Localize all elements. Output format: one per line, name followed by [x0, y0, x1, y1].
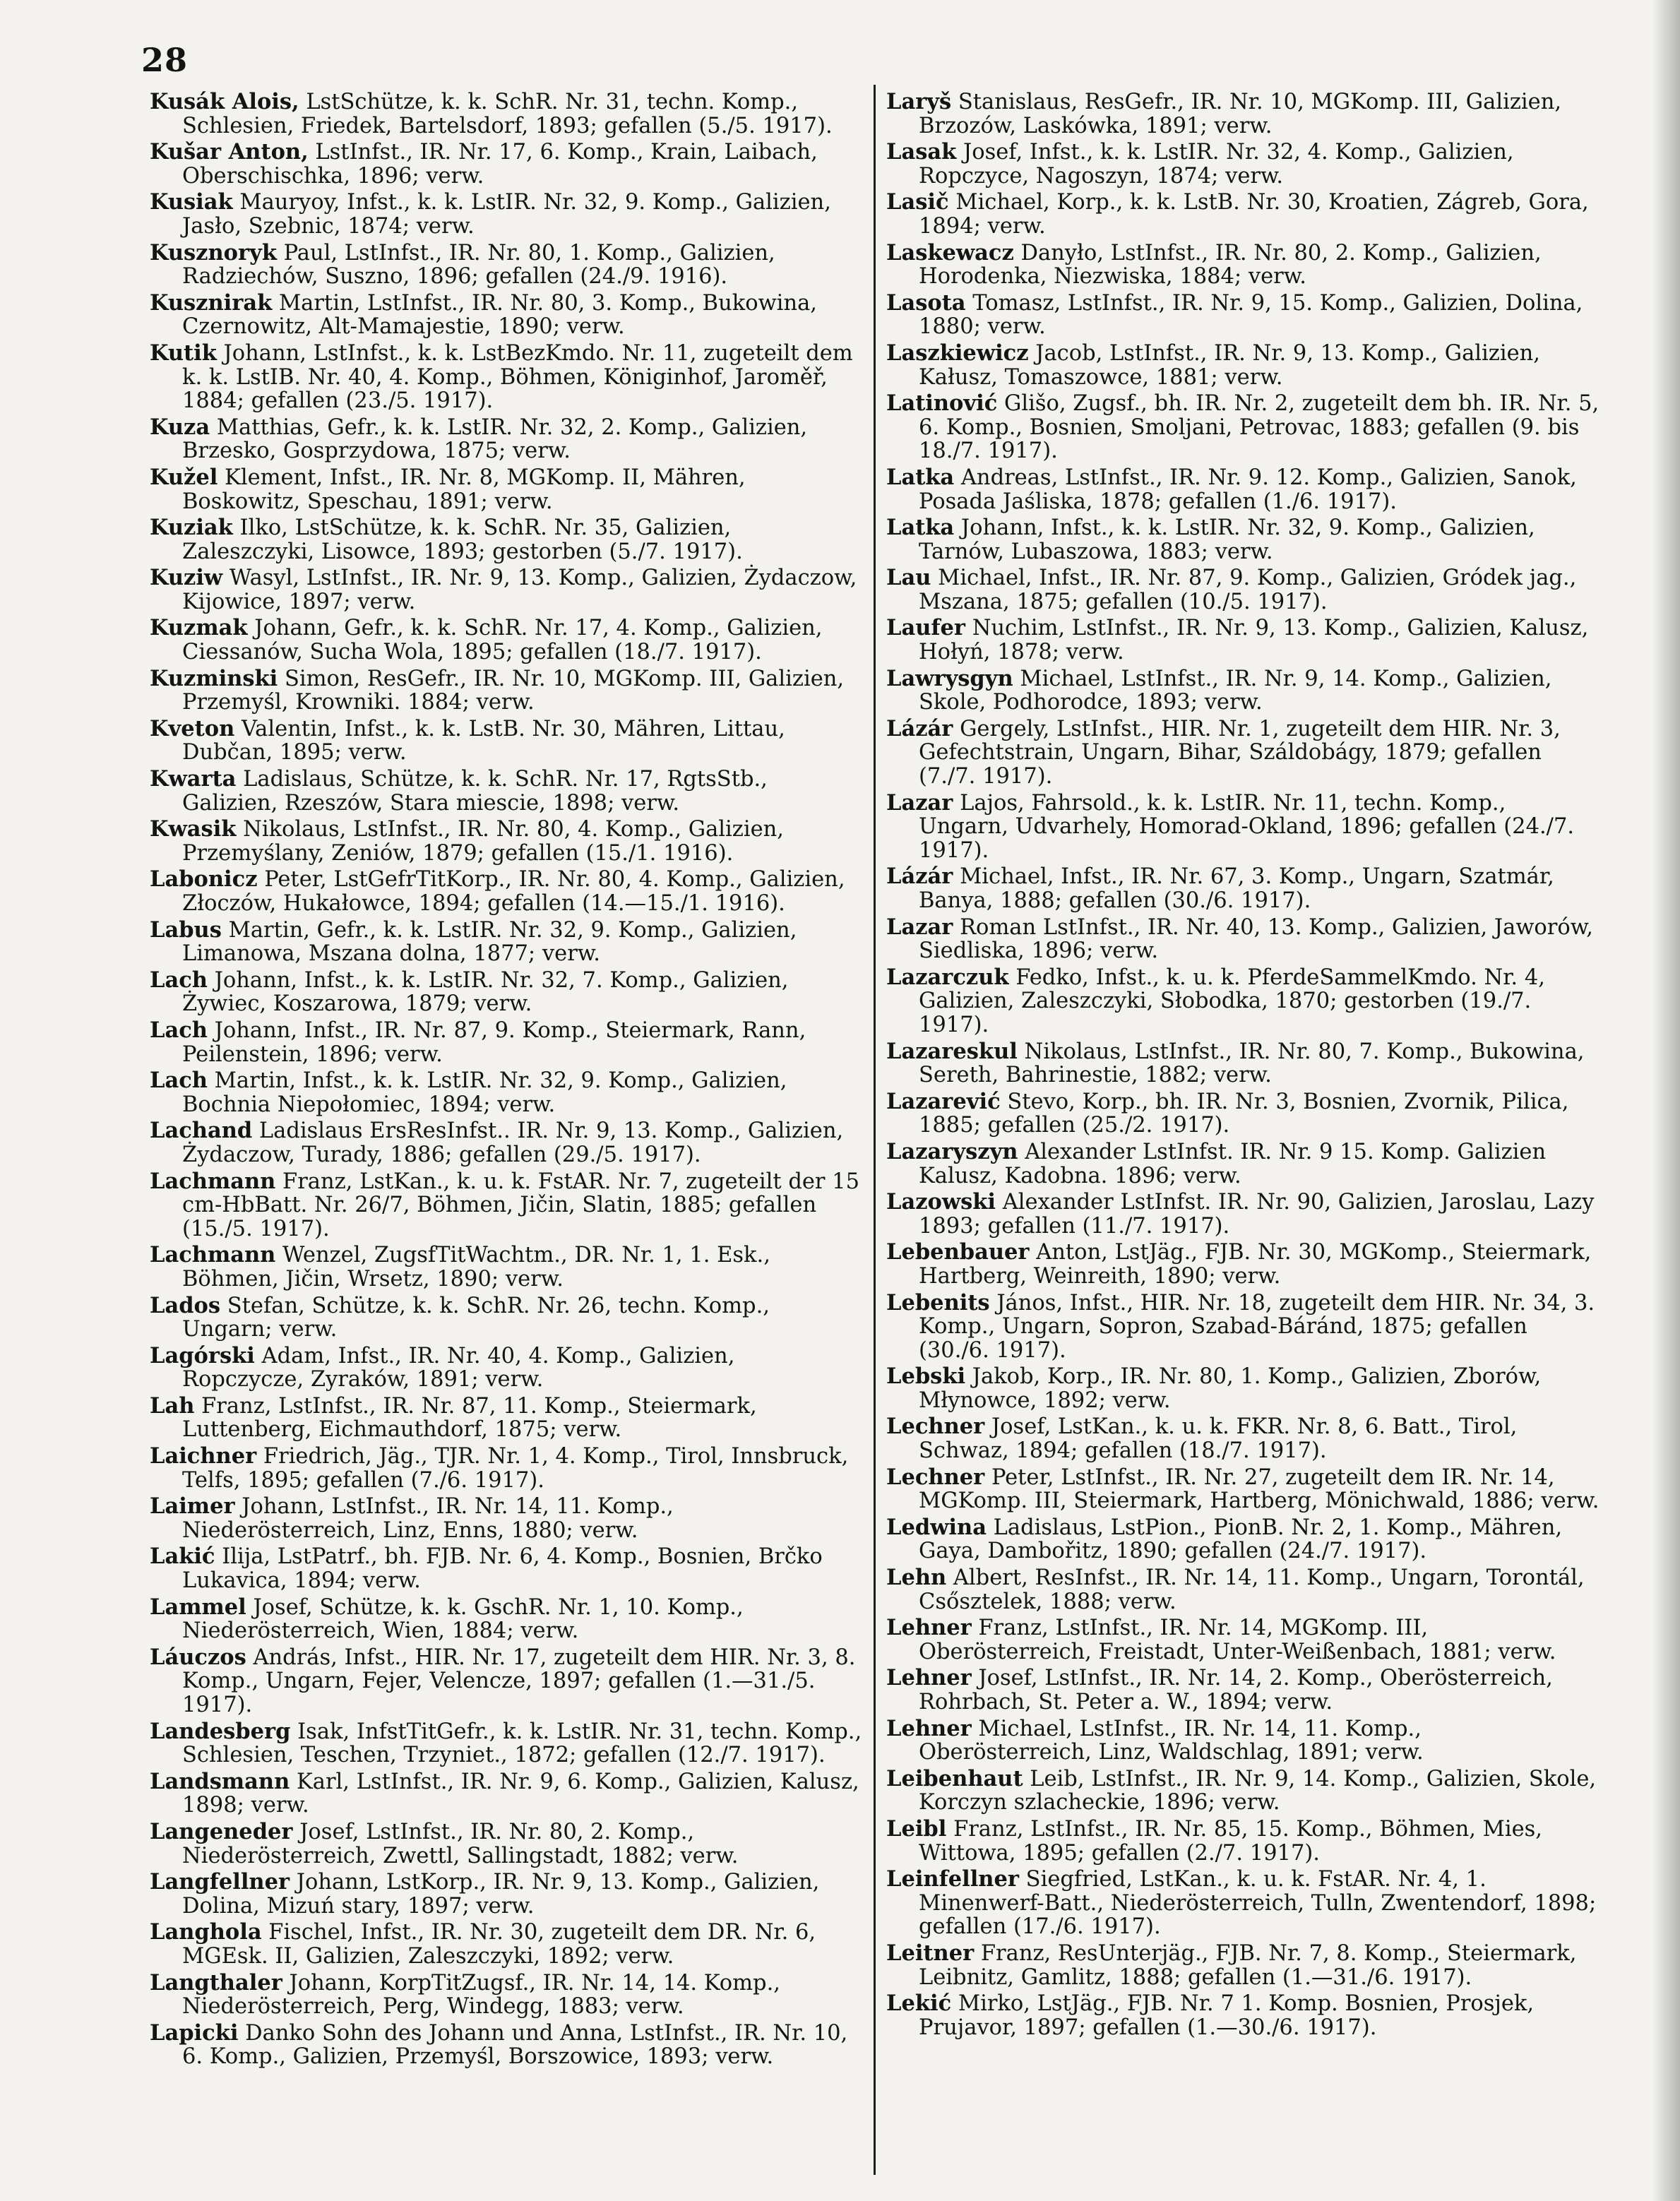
entry-surname: Lasak: [886, 139, 957, 165]
entry-details: Alexander LstInfst. IR. Nr. 90, Galizien, Jaroslau, Lazy 1893; gefallen (11./7. 1917).: [919, 1190, 1595, 1239]
list-item: [150, 1019, 863, 1066]
entry-details: Karl, LstInfst., IR. Nr. 9, 6. Komp., Galizien, Kalusz, 1898; verw.: [182, 1769, 859, 1818]
entry-details: Friedrich, Jäg., TJR. Nr. 1, 4. Komp., Tirol, Innsbruck, Telfs, 1895; gefallen (7./6. 1917).: [182, 1444, 849, 1493]
list-item: [886, 1868, 1599, 1939]
entry-details: Michael, LstInfst., IR. Nr. 14, 11. Komp., Oberösterreich, Linz, Waldschlag, 1891; verw.: [919, 1716, 1424, 1765]
entry-details: Stefan, Schütze, k. k. SchR. Nr. 26, techn. Komp., Ungarn; verw.: [182, 1293, 770, 1342]
entry-surname: Lachmann: [150, 1242, 276, 1268]
entry-details: Peter, LstGefrTitKorp., IR. Nr. 80, 4. Komp., Galizien, Złoczów, Hukałowce, 1894; gefallen (14.—15./1. 1916).: [182, 867, 845, 916]
entry-surname: Lazarević: [886, 1088, 1001, 1114]
entry-surname: Kutik: [150, 340, 217, 366]
entry-details: Johann, Infst., IR. Nr. 87, 9. Komp., Steiermark, Rann, Peilenstein, 1896; verw.: [182, 1018, 806, 1067]
entry-details: Josef, Infst., k. k. LstIR. Nr. 32, 4. Komp., Galizien, Ropczyce, Nagoszyn, 1874; verw.: [919, 140, 1514, 189]
entry-surname: Lechner: [886, 1414, 985, 1440]
entry-surname: Lehner: [886, 1615, 972, 1641]
list-item: [150, 1495, 863, 1542]
list-item: [886, 1516, 1599, 1563]
entry-surname: Lachand: [150, 1118, 253, 1144]
entry-surname: Kuzminski: [150, 665, 278, 691]
entry-surname: Laryš: [886, 89, 952, 114]
right-column: [886, 90, 1599, 2042]
list-item: [150, 90, 863, 138]
entry-details: Johann, LstInfst., k. k. LstBezKmdo. Nr. 11, zugeteilt dem k. k. LstIB. Nr. 40, 4. Komp., Böhmen, Königinhof, Jaroměř, 1884; gefallen (23./5. 1917).: [182, 340, 853, 414]
list-item: [886, 1365, 1599, 1412]
list-item: [150, 1392, 863, 1443]
entry-surname: Laichner: [150, 1443, 257, 1469]
list-item: [886, 141, 1599, 188]
list-item: [150, 1445, 863, 1492]
entry-details: Franz, ResUnterjäg., FJB. Nr. 7, 8. Komp., Steiermark, Leibnitz, Gamlitz, 1888; gefallen (1.—31./6. 1917).: [919, 1940, 1577, 1990]
entry-surname: Leibl: [886, 1815, 947, 1842]
list-item: [886, 667, 1599, 715]
list-item: [886, 1191, 1599, 1238]
entry-details: Fischel, Infst., IR. Nr. 30, zugeteilt dem DR. Nr. 6, MGEsk. II, Galizien, Zaleszczyki, 1892; verw.: [182, 1920, 816, 1969]
entry-details: Franz, LstInfst., IR. Nr. 87, 11. Komp., Steiermark, Luttenberg, Eichmauthdorf, 1875; verw.: [182, 1393, 757, 1443]
entry-details: Nikolaus, LstInfst., IR. Nr. 80, 4. Komp., Galizien, Przemyślany, Zeniów, 1879; gefallen (15./1. 1916).: [182, 817, 785, 866]
entry-surname: Lechner: [886, 1464, 985, 1490]
entry-surname: Kušar Anton,: [150, 139, 309, 165]
entry-details: Ladislaus, Schütze, k. k. SchR. Nr. 17, RgtsStb., Galizien, Rzeszów, Stara miescie, 1898; verw.: [182, 767, 768, 816]
list-item: [150, 1243, 863, 1291]
entry-details: Franz, LstKan., k. u. k. FstAR. Nr. 7, zugeteilt der 15 cm-HbBatt. Nr. 26/7, Böhmen, Jičin, Slatin, 1885; gefallen (15./5. 1917).: [182, 1169, 859, 1241]
list-item: [150, 1119, 863, 1167]
entry-surname: Kusznirak: [150, 290, 273, 316]
entry-details: Leib, LstInfst., IR. Nr. 9, 14. Komp., Galizien, Skole, Korczyn szlacheckie, 1896; verw.: [919, 1766, 1597, 1815]
list-item: [886, 1090, 1599, 1138]
entry-surname: Laszkiewicz: [886, 340, 1029, 366]
list-item: [886, 1942, 1599, 1989]
list-item: [150, 1545, 863, 1592]
list-item: [150, 1871, 863, 1918]
entry-surname: Laskewacz: [886, 239, 1014, 266]
entry-details: Nuchim, LstInfst., IR. Nr. 9, 13. Komp., Galizien, Kalusz, Hołyń, 1878; verw.: [919, 616, 1589, 665]
list-item: [150, 616, 863, 664]
entry-surname: Lazowski: [886, 1189, 996, 1215]
list-item: [886, 1289, 1599, 1363]
entry-surname: Lázár: [886, 715, 953, 741]
entry-details: Johann, Infst., k. k. LstIR. Nr. 32, 7. Komp., Galizien, Żywiec, Koszarowa, 1879; verw.: [182, 967, 789, 1017]
list-item: [150, 1344, 863, 1392]
list-item: [150, 1770, 863, 1818]
entry-details: Danyło, LstInfst., IR. Nr. 80, 2. Komp., Galizien, Horodenka, Niezwiska, 1884; verw.: [919, 240, 1542, 290]
entry-details: Fedko, Infst., k. u. k. PferdeSammelKmdo. Nr. 4, Galizien, Zaleszczyki, Słobodka, 1870; gestorben (19./7. 1917).: [919, 965, 1545, 1037]
entry-details: Martin, Infst., k. k. LstIR. Nr. 32, 9. Komp., Galizien, Bochnia Niepołomiec, 1894; verw.: [182, 1068, 787, 1117]
entry-surname: Latka: [886, 515, 955, 541]
list-item: [886, 342, 1599, 389]
entry-surname: Lehner: [886, 1665, 972, 1691]
list-item: [886, 616, 1599, 664]
entry-surname: Lach: [150, 1017, 208, 1043]
list-item: [886, 1140, 1599, 1188]
list-item: [886, 717, 1599, 789]
entry-surname: Kuza: [150, 414, 210, 440]
entry-details: Nikolaus, LstInfst., IR. Nr. 80, 7. Komp., Bukowina, Sereth, Bahrinestie, 1882; verw.: [919, 1039, 1585, 1088]
entry-details: LstSchütze, k. k. SchR. Nr. 31, techn. Komp., Schlesien, Friedek, Bartelsdorf, 1893; gefallen (5./5. 1917).: [182, 90, 833, 138]
list-item: [150, 466, 863, 513]
list-item: [886, 1717, 1599, 1765]
entry-details: Michael, Infst., IR. Nr. 87, 9. Komp., Galizien, Gródek jag., Mszana, 1875; gefallen (10./5. 1917).: [919, 566, 1577, 614]
entry-surname: Kuziw: [150, 565, 223, 591]
entry-surname: Lazaryszyn: [886, 1138, 1018, 1164]
entry-surname: Lados: [150, 1292, 221, 1318]
entry-surname: Lekić: [886, 1991, 952, 2017]
list-item: [150, 1170, 863, 1241]
entry-surname: Kusák Alois,: [150, 89, 299, 114]
list-item: [886, 292, 1599, 339]
entry-surname: Lazar: [886, 914, 953, 940]
entry-surname: Lehner: [886, 1715, 972, 1741]
entry-surname: Lammel: [150, 1594, 246, 1620]
entry-surname: Latinović: [886, 390, 998, 417]
entry-details: Adam, Infst., IR. Nr. 40, 4. Komp., Galizien, Ropczycze, Zyraków, 1891; verw.: [182, 1343, 735, 1392]
entry-details: Roman LstInfst., IR. Nr. 40, 13. Komp., Galizien, Jaworów, Siedliska, 1896; verw.: [919, 914, 1593, 964]
entry-details: Gergely, LstInfst., HIR. Nr. 1, zugeteilt dem HIR. Nr. 3, Gefechtstrain, Ungarn, Bihar, Száldobágy, 1879; gefallen (7./7. 1917).: [919, 716, 1561, 789]
entry-surname: Leinfellner: [886, 1866, 1019, 1892]
list-item: [150, 1294, 863, 1342]
list-item: [886, 789, 1599, 863]
entry-details: LstInfst., IR. Nr. 17, 6. Komp., Krain, Laibach, Oberschischka, 1896; verw.: [182, 140, 818, 189]
entry-details: Franz, LstInfst., IR. Nr. 85, 15. Komp., Böhmen, Mies, Wittowa, 1895; gefallen (2./7. 1917).: [919, 1816, 1543, 1866]
entry-details: Peter, LstInfst., IR. Nr. 27, zugeteilt dem IR. Nr. 14, MGKomp. III, Steiermark, Hartberg, Mönichwald, 1886; verw.: [919, 1465, 1599, 1514]
entry-surname: Lawrysgyn: [886, 665, 1013, 691]
list-item: [150, 667, 863, 715]
list-item: [150, 516, 863, 563]
entry-surname: Lázár: [886, 864, 953, 890]
entry-details: Mauryoy, Infst., k. k. LstIR. Nr. 32, 9. Komp., Galizien, Jasło, Szebnic, 1874; verw.: [182, 190, 831, 239]
entry-details: Stevo, Korp., bh. IR. Nr. 3, Bosnien, Zvornik, Pilica, 1885; gefallen (25./2. 1917).: [919, 1089, 1569, 1138]
entry-surname: Lazarczuk: [886, 964, 1009, 990]
entry-details: Tomasz, LstInfst., IR. Nr. 9, 15. Komp., Galizien, Dolina, 1880; verw.: [919, 290, 1583, 340]
entry-surname: Landesberg: [150, 1718, 291, 1744]
list-item: [150, 919, 863, 966]
entry-details: Simon, ResGefr., IR. Nr. 10, MGKomp. III, Galizien, Przemyśl, Krowniki. 1884; verw.: [182, 666, 845, 715]
entry-details: Josef, LstInfst., IR. Nr. 14, 2. Komp., Oberösterreich, Rohrbach, St. Peter a. W., 1894; verw.: [919, 1666, 1553, 1714]
list-item: [886, 1466, 1599, 1513]
entry-surname: Labus: [150, 917, 222, 943]
list-item: [886, 1992, 1599, 2039]
list-item: [886, 1815, 1599, 1866]
entry-surname: Langeneder: [150, 1818, 293, 1844]
left-column: [150, 90, 863, 2072]
list-item: [886, 916, 1599, 963]
list-item: [886, 90, 1599, 138]
entry-surname: Laufer: [886, 615, 965, 641]
page-number: 28: [141, 41, 189, 79]
entry-surname: Láuczos: [150, 1644, 246, 1670]
entry-details: Anton, LstJäg., FJB. Nr. 30, MGKomp., Steiermark, Hartberg, Weinreith, 1890; verw.: [919, 1240, 1592, 1289]
entry-details: Alexander LstInfst. IR. Nr. 9 15. Komp. Galizien Kalusz, Kadobna. 1896; verw.: [919, 1139, 1547, 1188]
entry-surname: Lazar: [886, 789, 953, 816]
entry-details: Isak, InfstTitGefr., k. k. LstIR. Nr. 31, techn. Komp., Schlesien, Teschen, Trzyniet., 1872; gefallen (12./7. 1917).: [182, 1719, 862, 1768]
list-item: [150, 768, 863, 815]
list-item: [150, 818, 863, 865]
entry-surname: Lachmann: [150, 1168, 276, 1194]
entry-surname: Landsmann: [150, 1768, 290, 1794]
list-item: [150, 141, 863, 188]
entry-surname: Lach: [150, 1068, 208, 1094]
entry-details: Albert, ResInfst., IR. Nr. 14, 11. Komp., Ungarn, Torontál, Csősztelek, 1888; verw.: [919, 1565, 1585, 1614]
entry-surname: Lau: [886, 565, 931, 591]
list-item: [150, 868, 863, 915]
entry-details: András, Infst., HIR. Nr. 17, zugeteilt dem HIR. Nr. 3, 8. Komp., Ungarn, Fejer, Velencze, 1897; gefallen (1.—31./5. 1917).: [182, 1645, 856, 1717]
list-item: [150, 969, 863, 1016]
entry-details: Matthias, Gefr., k. k. LstIR. Nr. 32, 2. Komp., Galizien, Brzesko, Gosprzydowa, 1875; verw.: [182, 414, 808, 464]
entry-details: Glišo, Zugsf., bh. IR. Nr. 2, zugeteilt dem bh. IR. Nr. 5, 6. Komp., Bosnien, Smoljani, Petrovac, 1883; gefallen (9. bis 18./7. 1917).: [919, 391, 1599, 464]
entry-surname: Lapicki: [150, 2020, 239, 2046]
entry-details: Ladislaus ErsResInfst.. IR. Nr. 9, 13. Komp., Galizien, Żydaczow, Turady, 1886; gefallen (29./5. 1917).: [182, 1119, 844, 1167]
entry-surname: Lakić: [150, 1544, 215, 1570]
entry-surname: Lebenbauer: [886, 1239, 1030, 1265]
entry-surname: Kužel: [150, 464, 218, 490]
list-item: [150, 566, 863, 614]
entry-details: Josef, LstKan., k. u. k. FKR. Nr. 8, 6. Batt., Tirol, Schwaz, 1894; gefallen (18./7. 1917).: [919, 1414, 1518, 1464]
list-item: [886, 1241, 1599, 1288]
entry-surname: Lebenits: [886, 1289, 990, 1316]
list-item: [150, 241, 863, 289]
entry-surname: Laimer: [150, 1493, 235, 1520]
entry-details: Mirko, LstJäg., FJB. Nr. 7 1. Komp. Bosnien, Prosjek, Prujavor, 1897; gefallen (1.—30./6. 1917).: [919, 1991, 1535, 2040]
entry-details: Martin, LstInfst., IR. Nr. 80, 3. Komp., Bukowina, Czernowitz, Alt-Mamajestie, 1890; verw.: [182, 290, 817, 340]
list-item: [886, 1566, 1599, 1614]
list-item: [886, 1767, 1599, 1815]
entry-details: Michael, Infst., IR. Nr. 67, 3. Komp., Ungarn, Szatmár, Banya, 1888; gefallen (30./6. 1917).: [919, 864, 1554, 913]
list-item: [150, 2022, 863, 2069]
entry-surname: Lazareskul: [886, 1038, 1018, 1064]
entry-details: Johann, LstInfst., IR. Nr. 14, 11. Komp., Niederösterreich, Linz, Enns, 1880; verw.: [182, 1494, 674, 1543]
list-item: [886, 865, 1599, 912]
entry-details: Johann, Gefr., k. k. SchR. Nr. 17, 4. Komp., Galizien, Ciessanów, Sucha Wola, 1895; gefallen (18./7. 1917).: [182, 616, 823, 665]
entry-details: Siegfried, LstKan., k. u. k. FstAR. Nr. 4, 1. Minenwerf-Batt., Niederösterreich, Tulln, Zwentendorf, 1898; gefallen (17./6. 1917).: [919, 1867, 1597, 1940]
entry-details: Wenzel, ZugsfTitWachtm., DR. Nr. 1, 1. Esk., Böhmen, Jičin, Wrsetz, 1890; verw.: [182, 1243, 770, 1292]
column-divider: [874, 85, 876, 2175]
entry-surname: Leibenhaut: [886, 1765, 1023, 1791]
list-item: [886, 566, 1599, 614]
entry-details: Valentin, Infst., k. k. LstB. Nr. 30, Mähren, Littau, Dubčan, 1895; verw.: [182, 716, 785, 765]
entry-details: Michael, Korp., k. k. LstB. Nr. 30, Kroatien, Zágreb, Gora, 1894; verw.: [919, 190, 1589, 239]
entry-details: Andreas, LstInfst., IR. Nr. 9. 12. Komp., Galizien, Sanok, Posada Jaśliska, 1878; gefallen (1./6. 1917).: [919, 465, 1577, 514]
entry-surname: Leitner: [886, 1940, 975, 1966]
list-item: [886, 466, 1599, 513]
list-item: [150, 717, 863, 765]
entry-surname: Lach: [150, 967, 208, 993]
entry-surname: Langfellner: [150, 1869, 290, 1895]
entry-details: János, Infst., HIR. Nr. 18, zugeteilt dem HIR. Nr. 34, 3. Komp., Ungarn, Sopron, Szabad-Báránd, 1875; gefallen (30./6. 1917).: [919, 1290, 1595, 1363]
list-item: [886, 1415, 1599, 1462]
list-item: [150, 342, 863, 413]
entry-details: Jakob, Korp., IR. Nr. 80, 1. Komp., Galizien, Zborów, Młynowce, 1892; verw.: [919, 1364, 1542, 1413]
entry-details: Johann, Infst., k. k. LstIR. Nr. 32, 9. Komp., Galizien, Tarnów, Lubaszowa, 1883; verw.: [919, 515, 1535, 564]
entry-details: Ilija, LstPatrf., bh. FJB. Nr. 6, 4. Komp., Bosnien, Brčko Lukavica, 1894; verw.: [182, 1544, 823, 1594]
entry-surname: Kusiak: [150, 189, 233, 215]
list-item: [886, 392, 1599, 463]
list-item: [150, 1820, 863, 1868]
entry-details: Lajos, Fahrsold., k. k. LstIR. Nr. 11, techn. Komp., Ungarn, Udvarhely, Homorad-Okland, 1896; gefallen (24./7. 1917).: [919, 790, 1575, 863]
entry-details: Martin, Gefr., k. k. LstIR. Nr. 32, 9. Komp., Galizien, Limanowa, Mszana dolna, 1877; verw.: [182, 917, 797, 967]
list-item: [150, 1921, 863, 1968]
entry-details: Klement, Infst., IR. Nr. 8, MGKomp. II, Mähren, Boskowitz, Speschau, 1891; verw.: [182, 465, 746, 514]
list-item: [886, 1040, 1599, 1087]
entry-details: Jacob, LstInfst., IR. Nr. 9, 13. Komp., Galizien, Kałusz, Tomaszowce, 1881; verw.: [919, 340, 1541, 390]
list-item: [150, 416, 863, 463]
entry-details: Josef, Schütze, k. k. GschR. Nr. 1, 10. Komp., Niederösterreich, Wien, 1884; verw.: [182, 1594, 744, 1644]
entry-details: Stanislaus, ResGefr., IR. Nr. 10, MGKomp. III, Galizien, Brzozów, Laskówka, 1891; verw.: [919, 90, 1562, 138]
entry-details: Johann, LstKorp., IR. Nr. 9, 13. Komp., Galizien, Dolina, Mizuń stary, 1897; verw.: [182, 1870, 820, 1919]
list-item: [150, 1969, 863, 2020]
entry-surname: Lehn: [886, 1565, 947, 1591]
entry-details: Johann, KorpTitZugsf., IR. Nr. 14, 14. Komp., Niederösterreich, Perg, Windegg, 1883; verw.: [182, 1970, 780, 2020]
entry-details: Paul, LstInfst., IR. Nr. 80, 1. Komp., Galizien, Radziechów, Suszno, 1896; gefallen (24./9. 1916).: [182, 240, 775, 290]
entry-surname: Lasota: [886, 290, 966, 316]
list-item: [150, 191, 863, 238]
list-item: [150, 1596, 863, 1643]
entry-surname: Langhola: [150, 1919, 262, 1945]
list-item: [886, 241, 1599, 289]
entry-details: Wasyl, LstInfst., IR. Nr. 9, 13. Komp., Galizien, Żydaczow, Kijowice, 1897; verw.: [182, 566, 857, 614]
entry-surname: Ledwina: [886, 1514, 987, 1540]
list-item: [150, 292, 863, 339]
list-item: [886, 516, 1599, 563]
entry-details: Josef, LstInfst., IR. Nr. 80, 2. Komp., Niederösterreich, Zwettl, Sallingstadt, 1882; verw.: [182, 1819, 739, 1868]
list-item: [886, 191, 1599, 238]
entry-surname: Lasič: [886, 189, 949, 215]
entry-surname: Lah: [150, 1392, 195, 1419]
list-item: [886, 966, 1599, 1037]
entry-details: Ladislaus, LstPion., PionB. Nr. 2, 1. Komp., Mähren, Gaya, Dambořitz, 1890; gefallen (24./7. 1917).: [919, 1515, 1563, 1564]
entry-details: Franz, LstInfst., IR. Nr. 14, MGKomp. III, Oberösterreich, Freistadt, Unter-Weißenbach, 1881; verw.: [919, 1616, 1556, 1664]
entry-surname: Labonicz: [150, 866, 258, 893]
entry-surname: Lebski: [886, 1364, 966, 1390]
entry-details: Michael, LstInfst., IR. Nr. 9, 14. Komp., Galizien, Skole, Podhorodce, 1893; verw.: [919, 666, 1552, 715]
entry-surname: Kwasik: [150, 816, 237, 842]
entry-surname: Latka: [886, 464, 955, 490]
list-item: [150, 1646, 863, 1717]
page-edge-shadow: [1652, 0, 1680, 2201]
list-item: [150, 1720, 863, 1767]
entry-surname: Kwarta: [150, 766, 237, 792]
entry-surname: Kuziak: [150, 515, 233, 541]
entry-details: Ilko, LstSchütze, k. k. SchR. Nr. 35, Galizien, Zaleszczyki, Lisowce, 1893; gestorben (5./7. 1917).: [182, 515, 743, 564]
entry-surname: Lagórski: [150, 1342, 255, 1368]
list-item: [150, 1069, 863, 1116]
entry-details: Danko Sohn des Johann und Anna, LstInfst., IR. Nr. 10, 6. Komp., Galizien, Przemyśl, Borszowice, 1893; verw.: [182, 2020, 848, 2070]
entry-surname: Kusznoryk: [150, 239, 277, 266]
entry-surname: Kveton: [150, 715, 235, 741]
entry-surname: Langthaler: [150, 1969, 282, 1996]
list-item: [886, 1616, 1599, 1664]
entry-surname: Kuzmak: [150, 615, 248, 641]
list-item: [886, 1666, 1599, 1714]
